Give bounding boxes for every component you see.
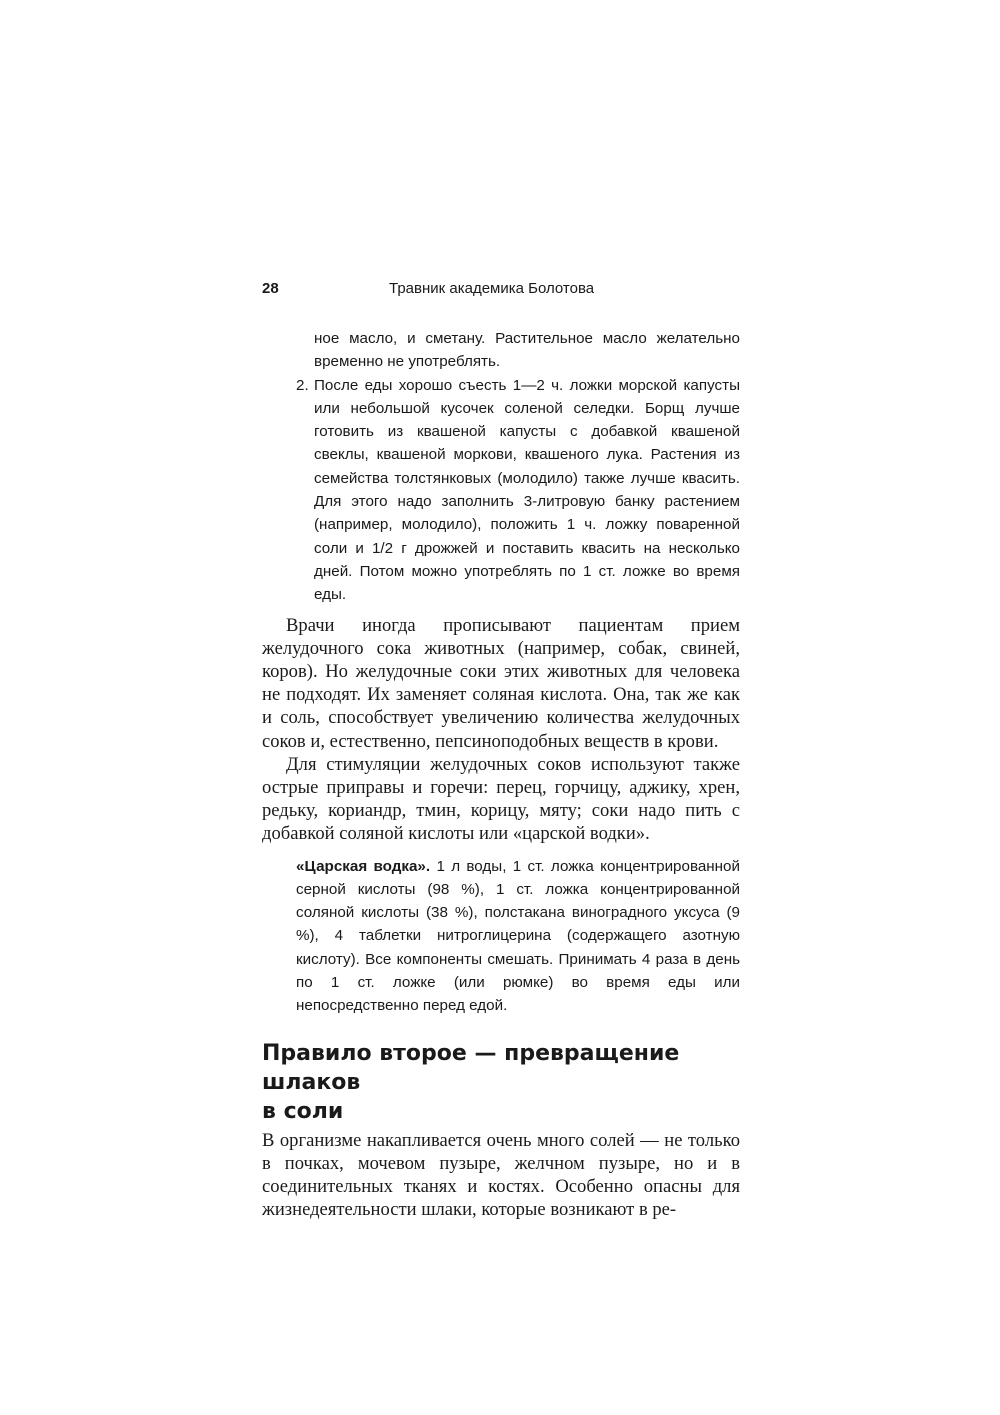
body-paragraph: Для стимуляции желудочных соков используют также острые приправы и горечи: перец, горчицу, аджику, хрен, редьку, кориандр, тмин, корицу, мяту; соки надо пить с добавкой соляной кислоты или «царской водки». bbox=[262, 753, 740, 845]
recipe-text: 1 л воды, 1 ст. ложка концентрированной серной кислоты (98 %), 1 ст. ложка концентрированной соляной кислоты (38 %), полстакана виноградного уксуса (9 %), 4 таблетки нитроглицерина (содержащего азотную кислоту). Все компоненты смешать. Принимать 4 раза в день по 1 ст. ложке (или рюмке) во время еды или непосредственно перед едой. bbox=[296, 857, 740, 1015]
section-paragraph: В организме накапливается очень много солей — не только в почках, мочевом пузыре, желчном пузыре, но и в соединительных тканях и костях. Особенно опасны для жизнедеятельности шлаки, которые возникают в ре- bbox=[262, 1129, 740, 1221]
list-item-number: 2. bbox=[296, 376, 309, 394]
page-number: 28 bbox=[262, 280, 279, 297]
recipe-title: «Царская водка». bbox=[296, 857, 431, 875]
book-page bbox=[262, 278, 740, 1221]
section-heading bbox=[262, 1039, 740, 1126]
list-item bbox=[296, 374, 740, 607]
list-item-text: После еды хорошо съесть 1—2 ч. ложки морской капусты или небольшой кусочек соленой селедки. Борщ лучше готовить из квашеной капусты с добавкой квашеной свеклы, квашеной моркови, квашеного лука. Растения из семейства толстянковых (молодило) также лучше квасить. Для этого надо заполнить 3-литровую банку растением (например, молодило), положить 1 ч. ложку поваренной соли и 1/2 г дрожжей и поставить квасить на несколько дней. Потом можно употреблять по 1 ст. ложке во время еды. bbox=[314, 376, 740, 604]
section-heading-line: Правило второе — превращение шлаков bbox=[262, 1040, 680, 1095]
section-heading-line: в соли bbox=[262, 1098, 344, 1124]
recipe-block bbox=[296, 855, 740, 1018]
running-head bbox=[262, 278, 740, 304]
book-title: Травник академика Болотова bbox=[389, 280, 595, 297]
body-paragraph: Врачи иногда прописывают пациентам прием желудочного сока животных (например, собак, свиней, коров). Но желудочные соки этих животных для человека не подходят. Их заменяет соляная кислота. Она, так же как и соль, способствует увеличению количества желудочных соков и, естественно, пепсиноподобных веществ в крови. bbox=[262, 614, 740, 752]
list-continuation: ное масло, и сметану. Растительное масло желательно временно не употреблять. bbox=[314, 330, 740, 371]
